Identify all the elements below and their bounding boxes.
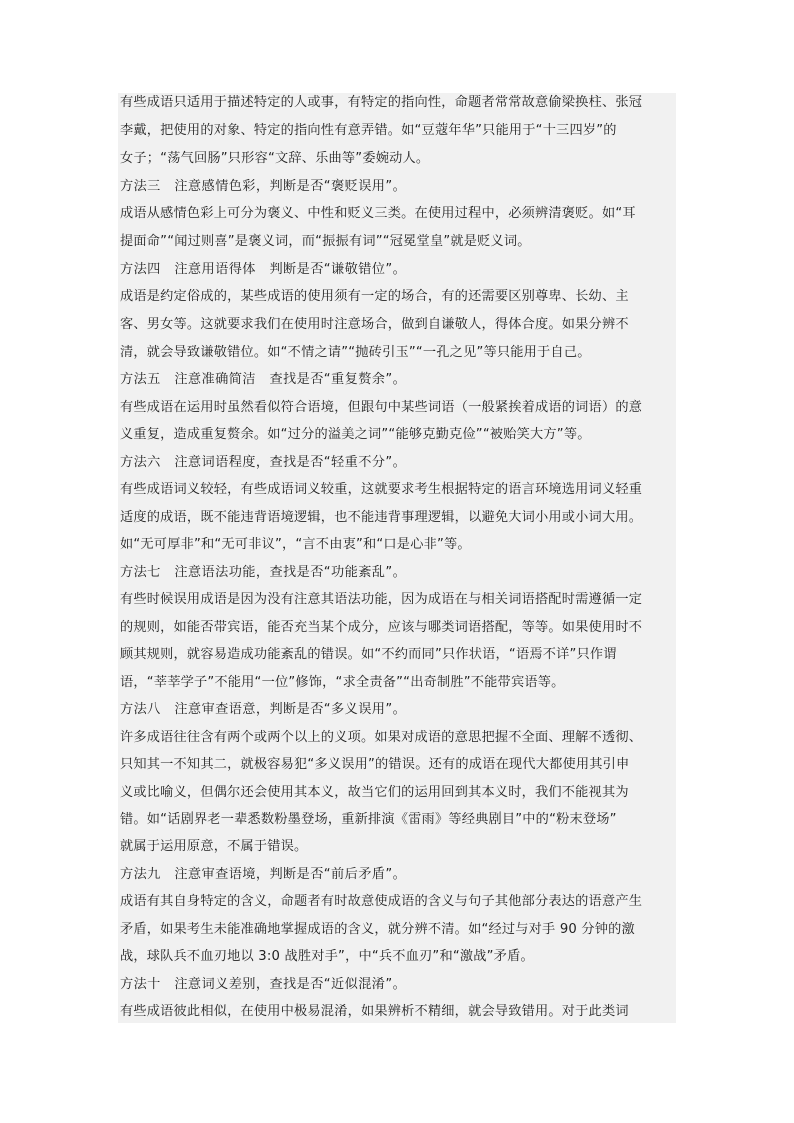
method-heading: 方法六 注意词语程度，查找是否“轻重不分”。 (120, 455, 407, 470)
body-line: 有些成语词义较轻，有些成语词义较重，这就要求考生根据特定的语言环境选用词义轻重 (120, 482, 643, 497)
body-line: 适度的成语，既不能违背语境逻辑，也不能违背事理逻辑，以避免大词小用或小词大用。 (120, 510, 643, 525)
body-line: 就属于运用原意，不属于错误。 (120, 839, 308, 854)
body-line: 顾其规则，就容易造成功能紊乱的错误。如“不约而同”只作状语，“语焉不详”只作谓 (120, 647, 617, 662)
method-heading: 方法五 注意准确简洁 查找是否“重复赘余”。 (120, 372, 407, 387)
method-heading: 方法十 注意词义差别，查找是否“近似混淆”。 (120, 977, 407, 992)
body-line: 成语是约定俗成的，某些成语的使用须有一定的场合，有的还需要区别尊卑、长幼、主 (120, 289, 629, 304)
body-line: 战，球队兵不血刃地以 3:0 战胜对手”，中“兵不血刃”和“激战”矛盾。 (120, 949, 534, 964)
body-line: 义或比喻义，但偶尔还会使用其本义，故当它们的运用回到其本义时，我们不能视其为 (120, 785, 629, 800)
method-heading: 方法三 注意感情色彩，判断是否“褒贬误用”。 (120, 179, 407, 194)
body-line: 客、男女等。这就要求我们在使用时注意场合，做到自谦敬人，得体合度。如果分辨不 (120, 317, 629, 332)
body-line: 有些成语彼此相似，在使用中极易混淆，如果辨析不精细，就会导致错用。对于此类词 (120, 1004, 629, 1019)
body-line: 语，“莘莘学子”不能用“一位”修饰，“求全责备”“出奇制胜”不能带宾语等。 (120, 675, 565, 690)
body-line: 成语从感情色彩上可分为褒义、中性和贬义三类。在使用过程中，必须辨清褒贬。如“耳 (120, 206, 636, 221)
body-line: 李戴，把使用的对象、特定的指向性有意弄错。如“豆蔻年华”只能用于“十三四岁”的 (120, 123, 617, 138)
body-line: 只知其一不知其二，就极容易犯“多义误用”的错误。还有的成语在现代大都使用其引申 (120, 757, 630, 772)
body-line: 有些成语只适用于描述特定的人或事，有特定的指向性，命题者常常故意偷梁换柱、张冠 (120, 95, 643, 110)
method-heading: 方法八 注意审查语意，判断是否“多义误用”。 (120, 702, 407, 717)
body-line: 如“无可厚非”和“无可非议”，“言不由衷”和“口是心非”等。 (120, 537, 471, 552)
body-line: 义重复，造成重复赘余。如“过分的溢美之词”“能够克勤克俭”“被贻笑大方”等。 (120, 427, 591, 442)
method-heading: 方法四 注意用语得体 判断是否“谦敬错位”。 (120, 262, 407, 277)
body-line: 成语有其自身特定的含义，命题者有时故意使成语的含义与句子其他部分表达的语意产生 (120, 894, 643, 909)
method-heading: 方法七 注意语法功能，查找是否“功能紊乱”。 (120, 565, 407, 580)
body-line: 矛盾，如果考生未能准确地掌握成语的含义，就分辨不清。如“经过与对手 90 分钟的激 (120, 922, 635, 937)
body-line: 女子；“荡气回肠”只形容“文辞、乐曲等”委婉动人。 (120, 151, 430, 166)
body-line: 有些时候误用成语是因为没有注意其语法功能，因为成语在与相关词语搭配时需遵循一定 (120, 592, 643, 607)
body-line: 许多成语往往含有两个或两个以上的义项。如果对成语的意思把握不全面、理解不透彻、 (120, 730, 643, 745)
body-line: 错。如“话剧界老一辈悉数粉墨登场，重新排演《雷雨》等经典剧目”中的“粉末登场” (120, 812, 617, 827)
body-line: 的规则，如能否带宾语，能否充当某个成分，应该与哪类词语搭配，等等。如果使用时不 (120, 620, 643, 635)
body-line: 清，就会导致谦敬错位。如“不情之请”“抛砖引玉”“一孔之见”等只能用于自己。 (120, 345, 591, 360)
body-line: 提面命”“闻过则喜”是褒义词，而“振振有词”“冠冕堂皇”就是贬义词。 (120, 234, 531, 249)
body-line: 有些成语在运用时虽然看似符合语境，但跟句中某些词语（一般紧挨着成语的词语）的意 (120, 400, 643, 415)
method-heading: 方法九 注意审查语境，判断是否“前后矛盾”。 (120, 867, 407, 882)
